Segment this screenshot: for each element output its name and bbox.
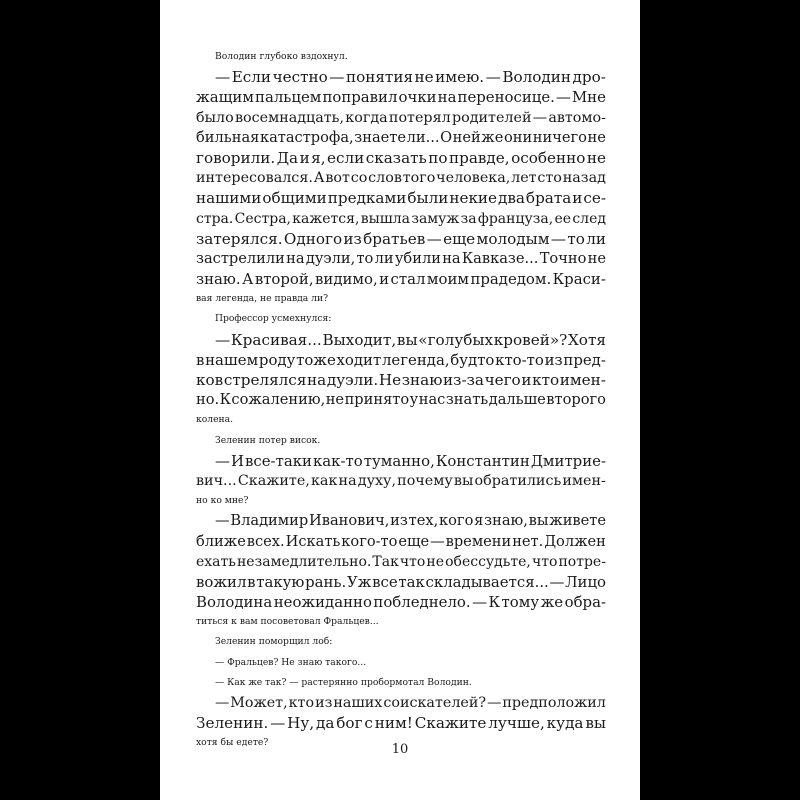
text-line: бильная катастрофа, знаете ли... О ней же они ничего не bbox=[196, 128, 606, 146]
text-line: — Владимир Иванович, из тех, кого я знаю, вы живете bbox=[215, 512, 606, 530]
text-line: вич... Скажите, как на духу, почему вы обратились имен- bbox=[196, 472, 606, 489]
text-line: Профессор усмехнулся: bbox=[215, 313, 332, 325]
text-line: но. К сожалению, не принято у нас знать дальше второго bbox=[196, 391, 606, 409]
text-line: затерялся. Одного из братьев — еще молодым — то ли bbox=[196, 229, 606, 248]
text-line: жащим пальцем поправил очки на переносице. — Мне bbox=[196, 88, 606, 107]
text-line: в нашем роду тоже ходит легенда, будто кто-то из пред- bbox=[196, 350, 606, 369]
text-line: знаю. А второй, видимо, и стал моим прадедом. Краси- bbox=[196, 270, 606, 289]
text-line: ближе всех. Искать кого-то еще — времени нет. Должен bbox=[196, 532, 606, 550]
text-line: Володина неожиданно побледнело. — К тому же обра- bbox=[196, 593, 606, 612]
left-black-margin bbox=[0, 0, 160, 800]
text-line: — И все-таки как-то туманно, Константин Дмитрие- bbox=[215, 451, 606, 470]
text-line: нашими общими предками были некие два брата и се- bbox=[196, 189, 606, 208]
text-line: застрелили на дуэли, то ли убили на Кавказе... Точно не bbox=[196, 249, 606, 267]
text-line: говорили. Да и я, если сказать по правде, особенно не bbox=[196, 148, 606, 167]
text-line: но ко мне? bbox=[196, 495, 249, 507]
text-line: стра. Сестра, кажется, вышла замуж за француза, ее след bbox=[196, 210, 606, 227]
text-line: было восемнадцать, когда потерял родителей — автомо- bbox=[196, 109, 606, 126]
text-line: — Если честно — понятия не имею. — Володин дро- bbox=[215, 68, 606, 87]
text-line: вожил в такую рань. Уж все так складывается... — Лицо bbox=[196, 572, 606, 591]
text-line: — Может, кто из наших соискателей? — предположил bbox=[215, 695, 606, 711]
text-line: колена. bbox=[196, 414, 234, 426]
text-line: Володин глубоко вздохнул. bbox=[215, 51, 348, 62]
text-line: — Красивая... Выходит, вы «голубых кровей»? Хотя bbox=[215, 330, 606, 349]
text-line: интересовался. А вот со слов того человека, лет сто назад bbox=[196, 170, 606, 187]
text-line: вая легенда, не правда ли? bbox=[196, 293, 329, 305]
text-line: титься к вам посоветовал Фральцев... bbox=[196, 616, 379, 628]
text-line: хотя бы едете? bbox=[196, 737, 269, 749]
text-line: — Фральцев? Не знаю такого... bbox=[215, 656, 367, 668]
page-number: 10 bbox=[391, 742, 409, 757]
text-line: Зеленин. — Ну, да бог с ним! Скажите лучше, куда вы bbox=[196, 714, 606, 733]
body-text bbox=[196, 47, 606, 754]
text-line: Зеленин поморщил лоб: bbox=[215, 636, 333, 648]
right-black-margin bbox=[640, 0, 800, 800]
text-line: ехать незамедлительно. Так что не обессудьте, что потре- bbox=[196, 553, 606, 570]
text-line: Зеленин потер висок. bbox=[215, 434, 321, 446]
text-line: ков стрелялся на дуэли. Не знаю из-за чего и кто имен- bbox=[196, 371, 606, 389]
text-line: — Как же так? — растерянно пробормотал Володин. bbox=[215, 676, 472, 688]
